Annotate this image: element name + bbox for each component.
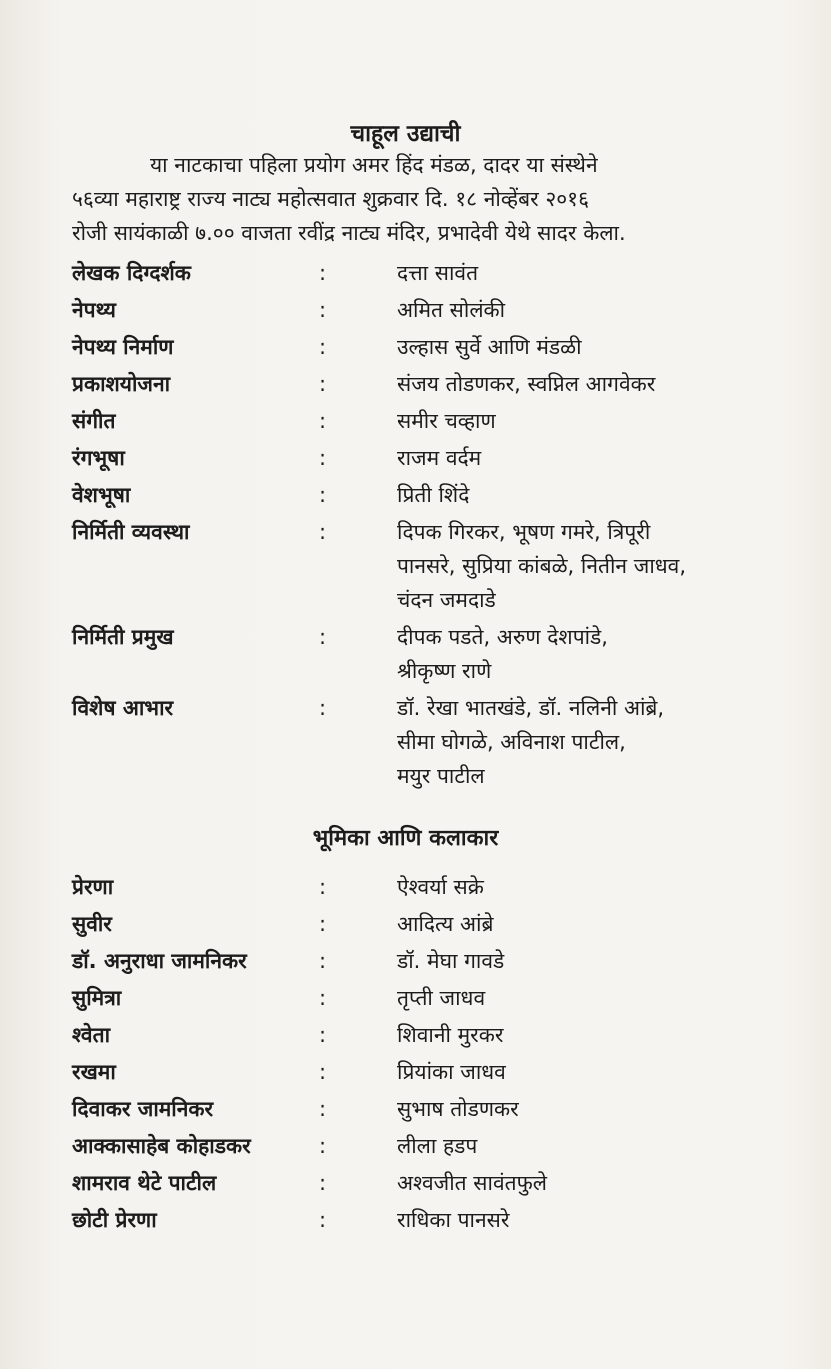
cast-role: छोटी प्रेरणा [72,1208,157,1232]
credit-value [397,256,752,290]
credit-value-line: मयुर पाटील [397,764,485,788]
cast-row [72,944,752,978]
separator-colon: : [319,1208,327,1232]
cast-value-line: सुभाष तोडणकर [397,1097,519,1121]
page-title: चाहूल उद्याची [350,121,461,147]
credit-value-line: दिपक गिरकर, भूषण गमरे, त्रिपूरी [397,520,651,544]
credit-value-line: अमित सोलंकी [397,298,506,322]
credit-row [72,367,752,401]
credit-value-line: संजय तोडणकर, स्वप्निल आगवेकर [397,372,656,396]
intro-line-1: या नाटकाचा पहिला प्रयोग अमर हिंद मंडळ, दादर या संस्थेने [150,153,598,177]
credit-role: प्रकाशयोजना [72,372,171,396]
credit-value [397,441,752,475]
credit-role: लेखक दिग्दर्शक [72,261,191,285]
separator-colon: : [319,875,327,899]
cast-row [72,907,752,941]
cast-row [72,1166,752,1200]
cast-value-line: लीला हडप [397,1134,478,1158]
credit-role: निर्मिती व्यवस्था [72,520,190,544]
credit-value-line: दत्ता सावंत [397,261,479,285]
cast-value [397,944,752,978]
cast-row [72,1018,752,1052]
separator-colon: : [319,1060,327,1084]
separator-colon: : [319,625,327,649]
cast-row [72,981,752,1015]
cast-role: आक्कासाहेब कोहाडकर [72,1134,251,1158]
cast-value-line: राधिका पानसरे [397,1208,510,1232]
cast-value-line: तृप्ती जाधव [397,986,486,1010]
credit-role: नेपथ्य निर्माण [72,335,174,359]
credit-row [72,293,752,327]
separator-colon: : [319,1097,327,1121]
cast-role: प्रेरणा [72,875,114,899]
cast-value-line: डॉ. मेघा गावडे [397,949,505,973]
credit-value [397,367,752,401]
cast-list [72,870,752,1240]
cast-value [397,907,752,941]
credit-row [72,620,752,688]
cast-row [72,1129,752,1163]
cast-value-line: शिवानी मुरकर [397,1023,504,1047]
credit-value-line: डॉ. रेखा भातखंडे, डॉ. नलिनी आंब्रे, [397,696,665,720]
cast-title: भूमिका आणि कलाकार [312,826,499,851]
cast-role: सुवीर [72,912,112,936]
separator-colon: : [319,335,327,359]
intro-line-2: ५६व्या महाराष्ट्र राज्य नाट्य महोत्सवात शुक्रवार दि. १८ नोव्हेंबर २०१६ [72,187,590,211]
cast-value [397,1018,752,1052]
credit-value-line: राजम वर्दम [397,446,482,470]
cast-role: सुमित्रा [72,986,122,1010]
cast-value [397,870,752,904]
cast-value [397,1055,752,1089]
cast-value [397,1129,752,1163]
credit-role: विशेष आभार [72,696,174,720]
credits-list [72,256,752,796]
cast-value-line: ऐश्वर्या सक्रे [397,875,484,899]
separator-colon: : [319,446,327,470]
credit-row [72,330,752,364]
cast-role: डॉ. अनुराधा जामनिकर [72,949,247,973]
credit-row [72,256,752,290]
separator-colon: : [319,986,327,1010]
separator-colon: : [319,409,327,433]
cast-value-line: आदित्य आंब्रे [397,912,494,936]
credit-role: वेशभूषा [72,483,131,507]
cast-role: दिवाकर जामनिकर [72,1097,214,1121]
cast-value-line: अश्वजीत सावंतफुले [397,1171,548,1195]
credit-value-line: पानसरे, सुप्रिया कांबळे, नितीन जाधव, [397,554,687,578]
cast-role: शामराव थेटे पाटील [72,1171,217,1195]
credit-value [397,515,752,617]
credit-role: संगीत [72,409,116,433]
cast-row [72,1055,752,1089]
credit-value-line: चंदन जमदाडे [397,588,496,612]
cast-role: रखमा [72,1060,116,1084]
credit-value [397,478,752,512]
separator-colon: : [319,372,327,396]
credit-row [72,404,752,438]
separator-colon: : [319,696,327,720]
separator-colon: : [319,912,327,936]
credit-role: नेपथ्य [72,298,116,322]
separator-colon: : [319,949,327,973]
cast-value [397,1203,752,1237]
credit-row [72,478,752,512]
separator-colon: : [319,261,327,285]
cast-row [72,1092,752,1126]
cast-role: श्वेता [72,1023,111,1047]
cast-row [72,870,752,904]
credit-value-line: प्रिती शिंदे [397,483,470,507]
separator-colon: : [319,1134,327,1158]
credit-role: रंगभूषा [72,446,125,470]
separator-colon: : [319,483,327,507]
cast-value-line: प्रियांका जाधव [397,1060,506,1084]
credit-value [397,293,752,327]
credit-role: निर्मिती प्रमुख [72,625,174,649]
separator-colon: : [319,1023,327,1047]
credit-value [397,620,752,688]
credit-row [72,441,752,475]
separator-colon: : [319,1171,327,1195]
credit-value-line: दीपक पडते, अरुण देशपांडे, [397,625,608,649]
separator-colon: : [319,520,327,544]
credit-value [397,404,752,438]
credit-value [397,330,752,364]
intro-line-3: रोजी सायंकाळी ७.०० वाजता रवींद्र नाट्य मंदिर, प्रभादेवी येथे सादर केला. [72,221,626,245]
cast-value [397,981,752,1015]
credit-row [72,691,752,793]
separator-colon: : [319,298,327,322]
credit-value-line: श्रीकृष्ण राणे [397,659,492,683]
cast-value [397,1166,752,1200]
credit-value-line: सीमा घोगळे, अविनाश पाटील, [397,730,626,754]
credit-value [397,691,752,793]
credit-value-line: उल्हास सुर्वे आणि मंडळी [397,335,582,359]
credit-value-line: समीर चव्हाण [397,409,496,433]
cast-row [72,1203,752,1237]
cast-value [397,1092,752,1126]
credit-row [72,515,752,617]
row-spacer [72,793,752,796]
